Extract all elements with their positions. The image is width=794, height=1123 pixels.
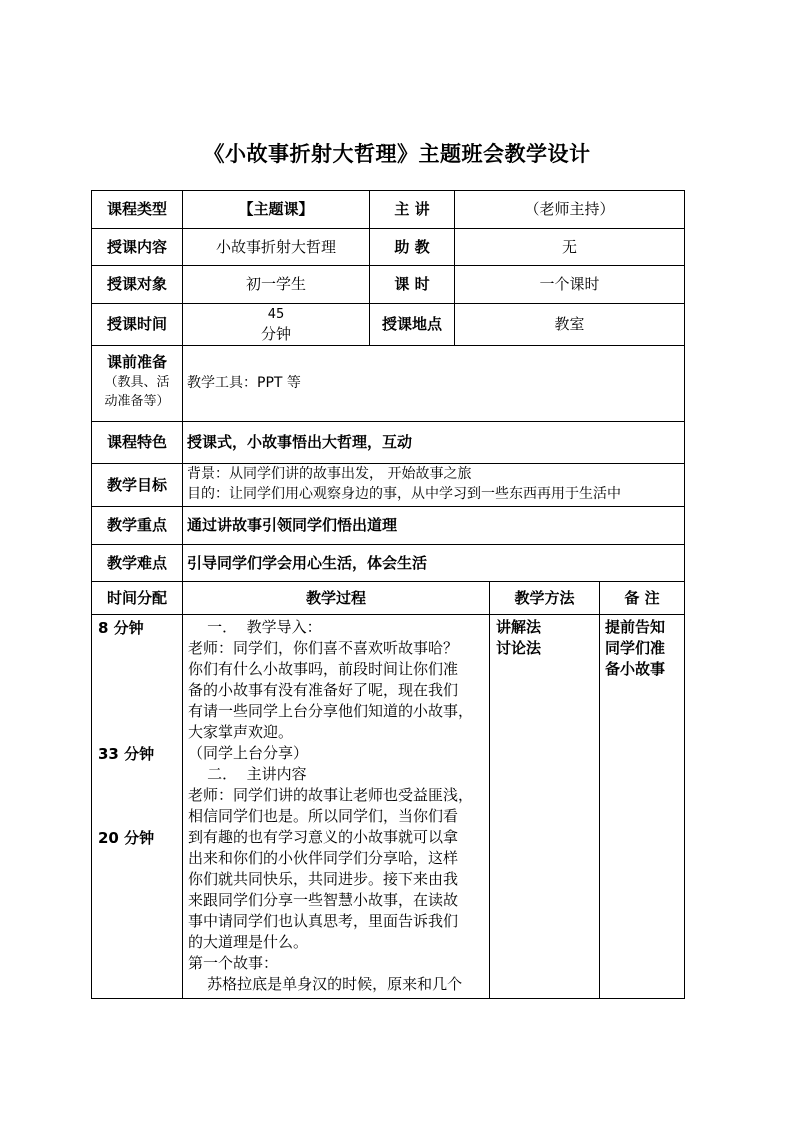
course-type-label: 课程类型 (106, 200, 167, 218)
prep-label (92, 346, 182, 421)
place-value: 教室 (554, 315, 585, 333)
header-time: 时间分配 (106, 588, 167, 607)
hours-label: 课 时 (394, 275, 430, 293)
process-methods: 讲解法 讨论法 (496, 618, 542, 657)
goals-background: 背景：从同学们讲的故事出发， 开始故事之旅 (187, 466, 472, 482)
features-value: 授课式，小故事悟出大哲理，互动 (187, 433, 413, 451)
time-slot-2: 33 分钟 (98, 745, 155, 763)
time-slot-3: 20 分钟 (98, 829, 155, 847)
place-label: 授课地点 (381, 315, 442, 333)
features-label: 课程特色 (106, 433, 167, 451)
content-label: 授课内容 (106, 237, 167, 256)
audience-label: 授课对象 (106, 275, 167, 293)
speaker-label: 主 讲 (394, 200, 430, 218)
difficulty-label: 教学难点 (106, 553, 167, 572)
header-method: 教学方法 (514, 588, 575, 607)
page-title: 《小故事折射大哲理》主题班会教学设计 (203, 142, 591, 166)
audience-value: 初一学生 (245, 275, 306, 293)
key-point-value: 通过讲故事引领同学们悟出道理 (187, 516, 398, 534)
assistant-value: 无 (561, 237, 577, 256)
prep-value: 教学工具：PPT 等 (187, 375, 301, 391)
content-value: 小故事折射大哲理 (215, 237, 336, 256)
time-value (183, 304, 369, 345)
prep-label-main: 课前准备 (106, 353, 167, 371)
key-point-label: 教学重点 (106, 516, 167, 534)
process-note: 提前告知 同学们准 备小故事 (605, 618, 666, 678)
speaker-value: （老师主持） (524, 200, 615, 218)
process-text: 一． 教学导入： 老师：同学们，你们喜不喜欢听故事哈？ 你们有什么小故事吗，前段时间让你们准 备的小故事有没有准备好了呢，现在我们 有请一些同学上台分享他们知道的小故事， 大家掌声欢迎。 （同学上台分享） 二． 主讲内容 老师：同学们讲的故事让老师也受益匪浅， 相信同学们也是。所以同学们，当你们看 到有趣的也有学习意义的小故事就可以拿 出来和你们的小伙伴同学们分享哈，这样 你们就共同快乐，共同进步。接下来由我 来跟同学们分享一些智慧小故事，在读故 事中请同学们也认真思考，里面告诉我们 的大道理是什么。 第一个故事： 苏格拉底是单身汉的时候，原来和几个 (188, 618, 474, 993)
header-process: 教学过程 (305, 588, 366, 607)
difficulty-value: 引导同学们学会用心生活，体会生活 (187, 553, 428, 572)
course-type-value: 【主题课】 (238, 200, 314, 218)
time-slot-1: 8 分钟 (98, 619, 144, 637)
goals-value (183, 464, 684, 506)
time-label: 授课时间 (106, 315, 167, 333)
time-value-number: 45 (267, 306, 285, 322)
time-value-unit: 分钟 (260, 324, 291, 343)
header-note: 备 注 (624, 588, 660, 607)
goals-purpose: 目的：让同学们用心观察身边的事，从中学习到一些东西再用于生活中 (187, 486, 621, 502)
prep-label-sub: （教具、活 动准备等） (104, 375, 170, 409)
hours-value: 一个课时 (539, 275, 600, 293)
assistant-label: 助 教 (394, 237, 430, 256)
goals-label: 教学目标 (106, 475, 167, 494)
